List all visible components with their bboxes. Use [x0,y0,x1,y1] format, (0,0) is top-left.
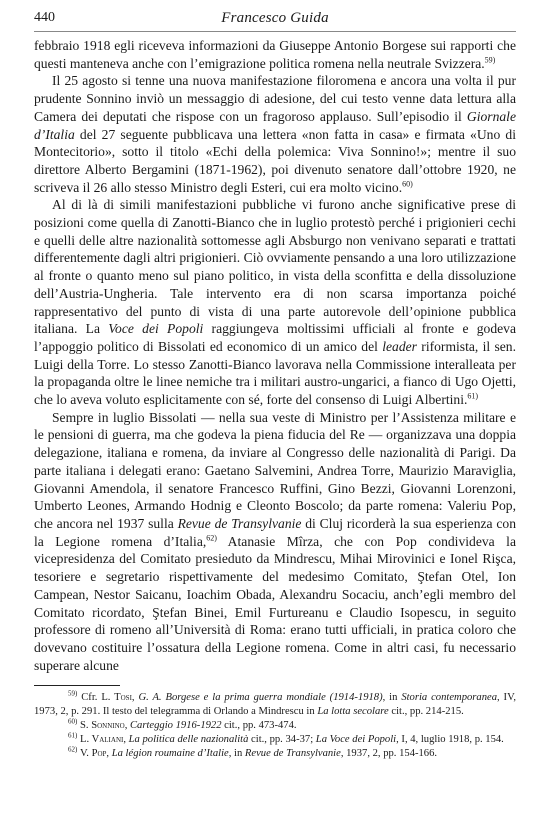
journal-title: Storia contemporanea [401,692,498,703]
footnote-60: $^{60)}$ S. Sonnino, Carteggio 1916-1922 cit., pp. 473-474. [68,717,297,731]
paragraph-4: Sempre in luglio Bissolati — nella sua veste di Ministro per l’Assistenza militare e le pensioni di guerra, ma che godeva la piena fiducia del Re — organizzava una doppia delegazione, italiana e romena, da inviare al Congresso delle nazionalità di Parigi. Da parte italiana i delegati erano: Gaetano Salvemini, Andrea Torre, Maurizio Maraviglia, Giovanni Amendola, il senatore Francesco Ruffini, Gino Bezzi, Giovanni Lorenzoni, Umberto Leones, Armando Hodnig e Cleonto Boscolo; da parte romena: Valeriu Pop, che ancora nel 1937 sulla Revue de Transylvanie di Cluj ricorderà la sua esperienza con la Legione romena d’Italia,$^{62)}$ Atanasie Mîrza, che con Pop condivideva la vicepresidenza del Comitato presieduto da Mindrescu, Mihai Mirovinici e Ionel Rişca, tesoriere e segretario rispettivamente del medesimo Comitato, Ştefan Otel, Ion Campean, Nestor Saicanu, Ioachim Obada, Alexandru Socaciu, anch’egli membro del Comitato ricordato, Ştefan Binei, Emil Furtureanu e Claudio Isopescu, in seguito professore di romeno all’Università di Roma: erano tutti ufficiali, in pratica coloro che dovevano costituire l’ossatura della Legione romena. Come in altri casi, fu necessario superare alcune [34,409,517,673]
running-title: Francesco Guida [221,10,329,26]
footnote-number: 61) [68,731,78,740]
author-name: L. Valiani [80,734,124,745]
footnote-ref-60: 60) [402,179,413,189]
work-title: Carteggio 1916-1922 [129,720,222,731]
footnote-ref-59: 59) [484,55,496,65]
page-header [34,10,516,30]
header-rule [34,31,516,32]
footnote-61: $^{61)}$ L. Valiani, La politica delle nazionalità cit., pp. 34-37; La Voce dei Popoli, I, 4, luglio 1918, p. 154. [68,731,504,745]
footnote-ref-62: 62) [206,533,217,543]
work-title: La légion roumaine d’Italie [111,748,229,759]
italic-term: leader [382,338,417,354]
paragraph-2: Il 25 agosto si tenne una nuova manifestazione filoromena e ancora una volta il pur prudente Sonnino inviò un messaggio di adesione, del cui testo venne data lettura alla Camera dei deputati che rispose con un fragoroso applauso. Sull’episodio il Giornale d’Italia del 27 seguente pubblicava una lettera «non fatta in casa» e firmata «Uno di Montecitorio», sotto il titolo «Echi della polemica: Viva Sonnino!»; mentre il suo direttore Alberto Bergamini (1871-1962), poi divenuto senatore dall’ottobre 1920, ne scriveva il 26 allo stesso Ministro degli Esteri, cui era molto vicino.$^{60)}$ [34,73,516,195]
journal-title: La Voce dei Popoli [315,734,397,745]
journal-title: Revue de Transylvanie [244,748,341,759]
author-name: S. Sonnino [80,720,125,731]
author-name: V. Pop [80,748,107,759]
work-title: G. A. Borgese e la prima guerra mondiale (1914-1918) [138,692,383,703]
footnote-ref-61: 61) [467,391,479,401]
work-title: La politica delle nazionalità [128,734,249,745]
footnote-number: 59) [68,689,78,698]
footnote-number: 62) [68,745,78,754]
page-number: 440 [34,10,55,25]
journal-title: Voce dei Popoli [108,321,204,337]
footnote-number: 60) [68,717,78,726]
footnote-rule [34,685,120,686]
paragraph-1: febbraio 1918 egli riceveva informazioni da Giuseppe Antonio Borgese sui rapporti che questi manteneva anche con l’emigrazione politica romena nella neutrale Svizzera.$^{59)}$ [34,38,516,71]
main-text [34,37,516,674]
journal-title: Giornale d’Italia [34,108,516,142]
paragraph-3: Al di là di simili manifestazioni pubbliche vi furono anche significative prese di posizioni come quella di Zanotti-Bianco che in luglio protestò perché i prigionieri cechi e quelli delle altre nazionalità sottomesse agli Absburgo non venivano separati e trattati differentemente dagli altri prigionieri. Ciò ovviamente pensando a una loro utilizzazione al fronte o quanto meno sul piano politico, in vista della sconfitta e della dissoluzione dell’Austria-Ungheria. Tale intervento era di non scarsa importanza poiché rappresentativo del punto di vista di una parte autorevole dell’opinione pubblica italiana. La Voce dei Popoli raggiungeva moltissimi ufficiali al fronte e godeva l’appoggio politico di Bissolati ed economico di un amico del leader riformista, il sen. Luigi della Torre. Lo stesso Zanotti-Bianco lavorava nella Commissione interalleata per la propaganda oltre le linee nemiche tra i militari austro-ungarici, a fianco di Ugo Ojetti, che lo aveva voluto esplicitamente con sé, forte del consenso di Luigi Albertini.$^{61)}$ [34,197,517,408]
journal-title: Revue de Transylvanie [177,515,302,531]
author-name: L. Tosi [101,692,132,703]
footnotes [34,691,516,761]
footnote-59: $^{59)}$ Cfr. L. Tosi, G. A. Borgese e la prima guerra mondiale (1914-1918), in Storia contemporanea, IV, 1973, 2, p. 291. Il testo del telegramma di Orlando a Mindrescu in La lotta secolare cit., pp. 214-215. [34,689,517,717]
footnote-62: $^{62)}$ V. Pop, La légion roumaine d’Italie, in Revue de Transylvanie, 1937, 2, pp. 154-166. [68,745,438,759]
work-title: La lotta secolare [317,706,389,717]
